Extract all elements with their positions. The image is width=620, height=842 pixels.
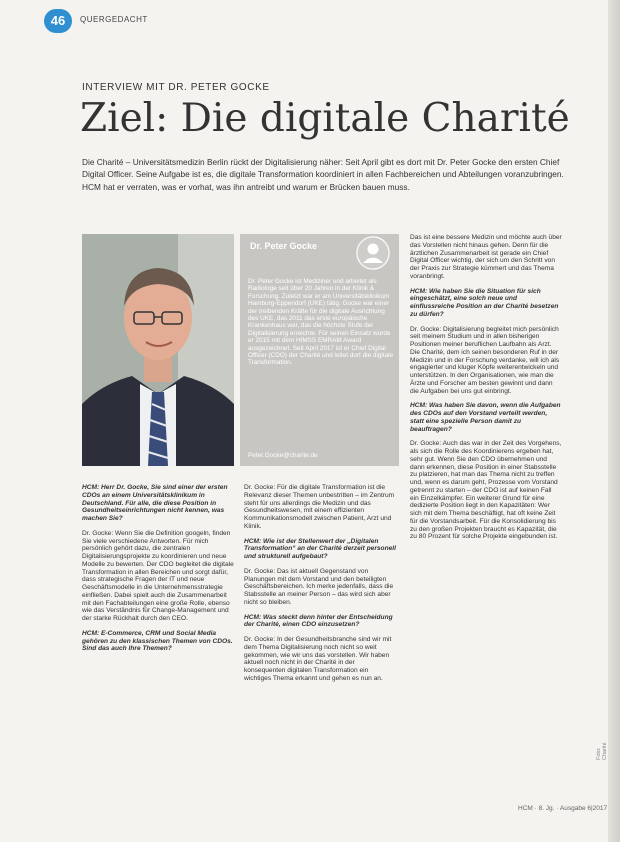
bio-email: Peter.Gocke@charite.de [248, 452, 318, 459]
portrait-photo [82, 234, 234, 466]
article-kicker: INTERVIEW MIT DR. PETER GOCKE [82, 82, 270, 93]
interview-question: HCM: Was steckt denn hinter der Entscheidung der Charité, einen CDO einzusetzen? [244, 613, 393, 629]
interview-question: HCM: Was haben Sie davon, wenn die Aufgaben des CDOs auf den Vorstand verteilt werden, statt eine spezielle Person damit zu beauftragen? [410, 402, 561, 433]
interview-answer: Dr. Gocke: Auch das war in der Zeit des Vorgehens, als sich die Rolle des Koordinierens ergeben hat, sehr gut. Wenn Sie den CDO übernehmen und dann erkennen, diese Position in einer Stabsstelle zu platzieren, hat man das Thema nicht zu treffen und, wenn es darum geht, Prozesse vom Vorstand getrennt zu starten – der CDO ist auf keinen Fall ein Einzelkämpfer. Ein weiterer Grund für eine dedizierte Position liegt in den Kapazitäten: Wer sich mit dem Thema beschäftigt, hat oft keine Zeit für die Vorstandsarbeit. Für die Konsolidierung bis zu den großen Projekten braucht es Kapazität, die zu 80 Prozent für solche Projekte eingebunden ist. [410, 440, 562, 541]
text-column-1 [82, 484, 234, 660]
interview-question: HCM: E-Commerce, CRM und Social Media gehören zu den klassischen Themen von CDOs. Sind das auch Ihre Themen? [82, 629, 233, 653]
bio-box [240, 234, 399, 466]
article-headline: Ziel: Die digitale Charité [80, 96, 570, 141]
text-column-2 [244, 484, 396, 690]
page-spine-shadow [608, 0, 620, 842]
interview-question: HCM: Herr Dr. Gocke, Sie sind einer der ersten CDOs an einem Universitätsklinikum in Deutschland. Für alle, die diese Position in Gesundheitseinrichtungen nicht kennen, was machen Sie? [82, 484, 228, 522]
interview-answer: Das ist eine bessere Medizin und möchte auch über das Vorstellen nicht hinaus gehen. Denn für die ärztlichen Zusammenarbeit ist gerade ein Chief Digital Officer wichtig, der sich um den Schritt von der Praxis zur Strategie kümmert und das Thema voranbringt. [410, 234, 562, 280]
interview-answer: Dr. Gocke: Digitalisierung begleitet mich persönlich seit meinem Studium und in allen bisherigen Positionen meiner beruflichen Laufbahn als Arzt. Die Charité, dem ich seinen besonderen Ruf in der Medizin und in der Forschung verdanke, will ich als engagierter und kluger Köpfe weiterentwickeln und unterstützen. In den Organisationen, wie man die Ärzte und Forscher am besten gewinnt und dann die Aufgaben bei uns gut einbringt. [410, 325, 560, 395]
section-label: QUERGEDACHT [80, 15, 148, 24]
interview-answer: Dr. Gocke: In der Gesundheitsbranche sind wir mit dem Thema Digitalisierung noch nicht so weit gekommen, wie wir uns das vorstellen. Wir haben aktuell noch nicht in der Charité in der konsequenten digitalen Transformation ein wichtiges Thema erkannt und gehen es nun an. [244, 636, 392, 682]
bio-name: Dr. Peter Gocke [250, 241, 318, 251]
interview-question: HCM: Wie haben Sie die Situation für sich eingeschätzt, eine solch neue und einflussreiche Position an der Charité besetzen zu dürfen? [410, 287, 559, 318]
interview-answer: Dr. Gocke: Das ist aktuell Gegenstand von Planungen mit dem Vorstand und den beteiligten Geschäftsbereichen. Ich merke jedenfalls, dass die Stabsstelle an meiner Person – das wird sich aber nicht so bleiben. [244, 567, 394, 606]
photo-credit: Foto: Charité [596, 742, 608, 760]
interview-question: HCM: Wie ist der Stellenwert der „Digitalen Transformation“ an der Charité derzeit personell und strukturell aufgebaut? [244, 537, 396, 560]
text-column-3 [410, 234, 562, 548]
interview-answer: Dr. Gocke: Wenn Sie die Definition googeln, finden Sie viele verschiedene Antworten. Für mich persönlich gehört dazu, die zentralen Digitalisierungsprojekte zu koordinieren und neue Modelle zu bewerten. Der CDO begleitet die digitale Transformation in allen Bereichen und sorgt dafür, dass strategische Fragen der IT und neue Geschäftsmodelle in die Unternehmensstrategie einfließen. Dabei spielt auch die Zusammenarbeit mit den Fachabteilungen eine große Rolle, ebenso wie das Verständnis für Change-Management und der starke Rückhalt durch den CEO. [82, 529, 234, 622]
article-lead: Die Charité – Universitätsmedizin Berlin rückt der Digitalisierung näher: Seit April gibt es dort mit Dr. Peter Gocke den ersten Chief Digital Officer. Seine Aufgabe ist es, die digitale Transformation koordiniert in allen Fachbereichen und Abteilungen voranzubringen. HCM hat er verraten, was er vorhat, was ihn antreibt und warum er Brücken bauen muss. [82, 157, 564, 192]
bio-text: Dr. Peter Gocke ist Mediziner und arbeitet als Radiologe seit über 20 Jahren in der Klinik & Forschung. Zuletzt war er am Universitätsklinikum Hamburg-Eppendorf (UKE) tätig. Gocke war einer der treibenden Kräfte für die digitale Ausrichtung des UKE, das 2011 das erste europäische Krankenhaus war, das die höchste Stufe der Digitalisierung erreichte. Für seinen Einsatz wurde er 2015 mit dem HIMSS EMRAM Award ausgezeichnet. Seit April 2017 ist er Chief Digital Officer (CDO) der Charité und leitet dort die digitale Transformation. [248, 278, 394, 367]
person-icon [356, 236, 390, 270]
interview-answer: Dr. Gocke: Für die digitale Transformation ist die Relevanz dieser Themen unbestritten – im Zentrum steht für uns allerdings die Medizin und das Gesundheitswesen, mit einem effizienten Kommunikationsmodell zwischen Patient, Arzt und Klinik. [244, 484, 395, 530]
page-number-badge: 46 [44, 9, 72, 33]
folio: HCM · 8. Jg. · Ausgabe 6|2017 [518, 805, 608, 812]
